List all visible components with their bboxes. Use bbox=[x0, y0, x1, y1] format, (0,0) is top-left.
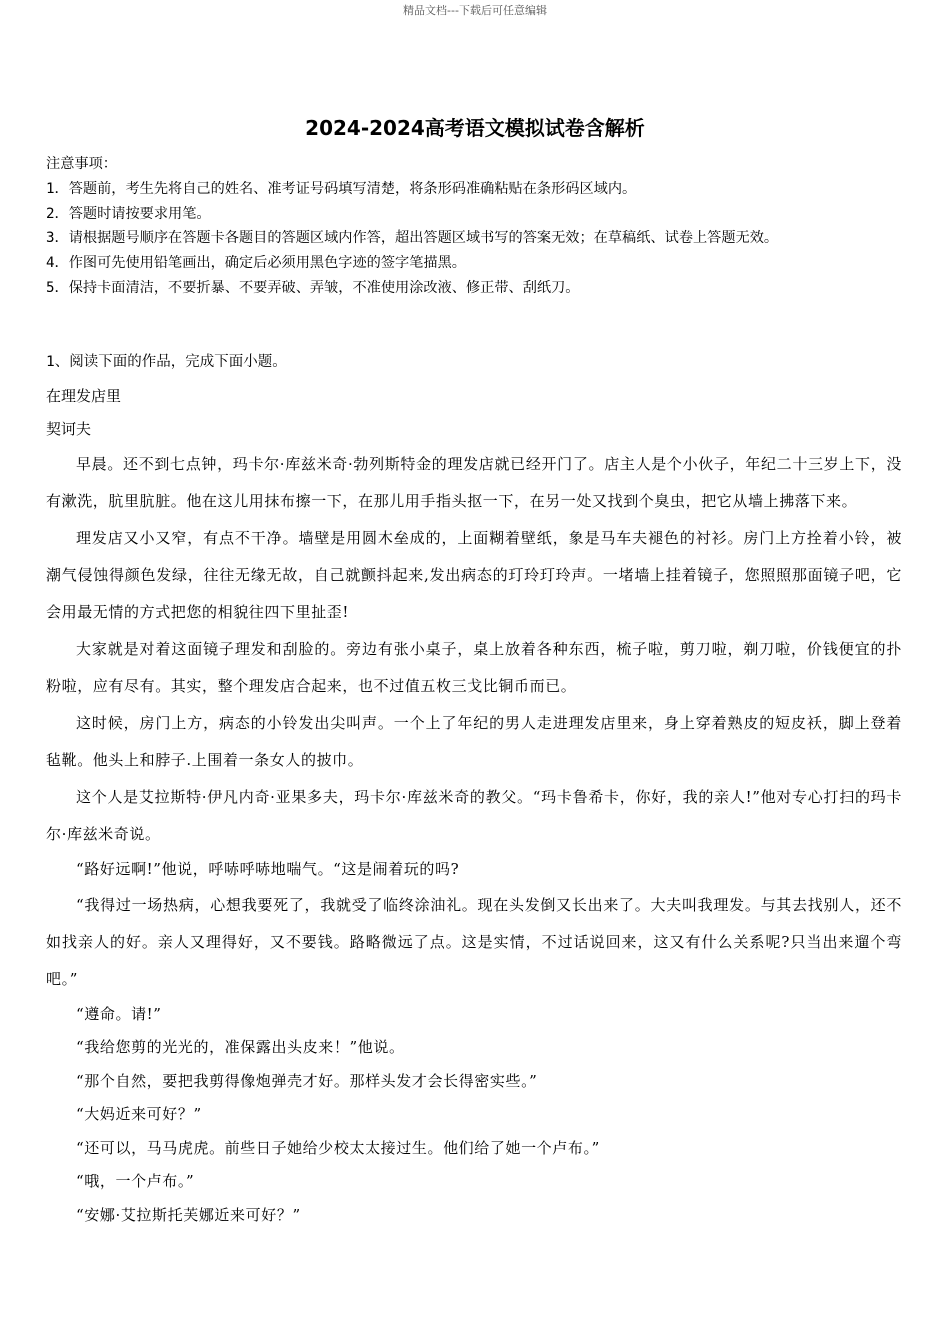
story-paragraph: “路好远啊!”他说，呼哧呼哧地喘气。“这是闹着玩的吗? bbox=[76, 860, 460, 878]
dialog-line: “那个自然，要把我剪得像炮弹壳才好。那样头发才会长得密实些。” bbox=[76, 1071, 538, 1090]
notice-section bbox=[46, 152, 926, 301]
dialog-line: “还可以，马马虎虎。前些日子她给少校太太接过生。他们给了她一个卢布。” bbox=[76, 1138, 600, 1157]
story-title: 在理发店里 bbox=[46, 387, 122, 405]
page-title: 2024-2024高考语文模拟试卷含解析 bbox=[305, 116, 645, 140]
notice-item: 4．作图可先使用铅笔画出，确定后必须用黑色字迹的签字笔描黑。 bbox=[46, 255, 466, 272]
dialog-line: “哦，一个卢布。” bbox=[76, 1172, 195, 1190]
notice-item: 5．保持卡面清洁，不要折暴、不要弄破、弄皱，不准使用涂改液、修正带、刮纸刀。 bbox=[46, 279, 580, 296]
story-author: 契诃夫 bbox=[46, 420, 92, 438]
story-paragraph: “我得过一场热病，心想我要死了，我就受了临终涂油礼。现在头发倒又长出来了。大夫叫我理发。与其去找别人，还不如找亲人的好。亲人又理得好，又不要钱。路略微远了点。这是实情，不过话说回来，这又有什么关系呢?只当出来遛个弯吧。” bbox=[46, 895, 902, 988]
notice-item: 2．答题时请按要求用笔。 bbox=[46, 205, 211, 222]
dialog-line: “大妈近来可好？” bbox=[76, 1105, 202, 1123]
header-note: 精品文档---下载后可任意编辑 bbox=[403, 4, 547, 17]
dialog-line: “遵命。请!” bbox=[76, 1004, 162, 1023]
story-paragraph: 这个人是艾拉斯特·伊凡内奇·亚果多夫，玛卡尔·库兹米奇的教父。“玛卡鲁希卡，你好，我的亲人!”他对专心打扫的玛卡尔·库兹米奇说。 bbox=[46, 788, 902, 843]
dialog-line: “安娜·艾拉斯托芙娜近来可好？” bbox=[76, 1205, 301, 1224]
question-section bbox=[46, 347, 902, 1232]
notice-item: 1．答题前，考生先将自己的姓名、准考证号码填写清楚，将条形码准确粘贴在条形码区域内。 bbox=[46, 180, 637, 197]
notice-item: 3．请根据题号顺序在答题卡各题目的答题区域内作答，超出答题区域书写的答案无效；在草稿纸、试卷上答题无效。 bbox=[46, 230, 779, 247]
notice-heading: 注意事项： bbox=[46, 156, 117, 172]
question-heading: 1、阅读下面的作品，完成下面小题。 bbox=[46, 354, 287, 370]
dialog-line: “我给您剪的光光的，准保露出头皮来！”他说。 bbox=[76, 1038, 405, 1056]
story-paragraph: 大家就是对着这面镜子理发和刮脸的。旁边有张小桌子，桌上放着各种东西，梳子啦，剪刀啦，剃刀啦，价钱便宜的扑粉啦，应有尽有。其实，整个理发店合起来，也不过值五枚三戈比铜币而已。 bbox=[46, 640, 902, 695]
story-paragraph: 这时候，房门上方，病态的小铃发出尖叫声。一个上了年纪的男人走进理发店里来，身上穿着熟皮的短皮袄，脚上登着毡靴。他头上和脖子.上围着一条女人的披巾。 bbox=[46, 714, 902, 769]
story-paragraph: 理发店又小又窄，有点不干净。墙壁是用圆木垒成的，上面糊着壁纸，象是马车夫褪色的衬衫。房门上方拴着小铃，被潮气侵蚀得颜色发绿，往往无缘无故，自己就颤抖起来,发出病态的玎玲玎玲声。一堵墙上挂着镜子，您照照那面镜子吧，它会用最无情的方式把您的相貌往四下里扯歪! bbox=[46, 529, 902, 621]
story-paragraph: 早晨。还不到七点钟，玛卡尔·库兹米奇·勃列斯特金的理发店就已经开门了。店主人是个小伙子，年纪二十三岁上下，没有漱洗，肮里肮脏。他在这儿用抹布擦一下，在那儿用手指头抠一下，在另一处又找到个臭虫，把它从墙上拂落下来。 bbox=[46, 455, 902, 510]
